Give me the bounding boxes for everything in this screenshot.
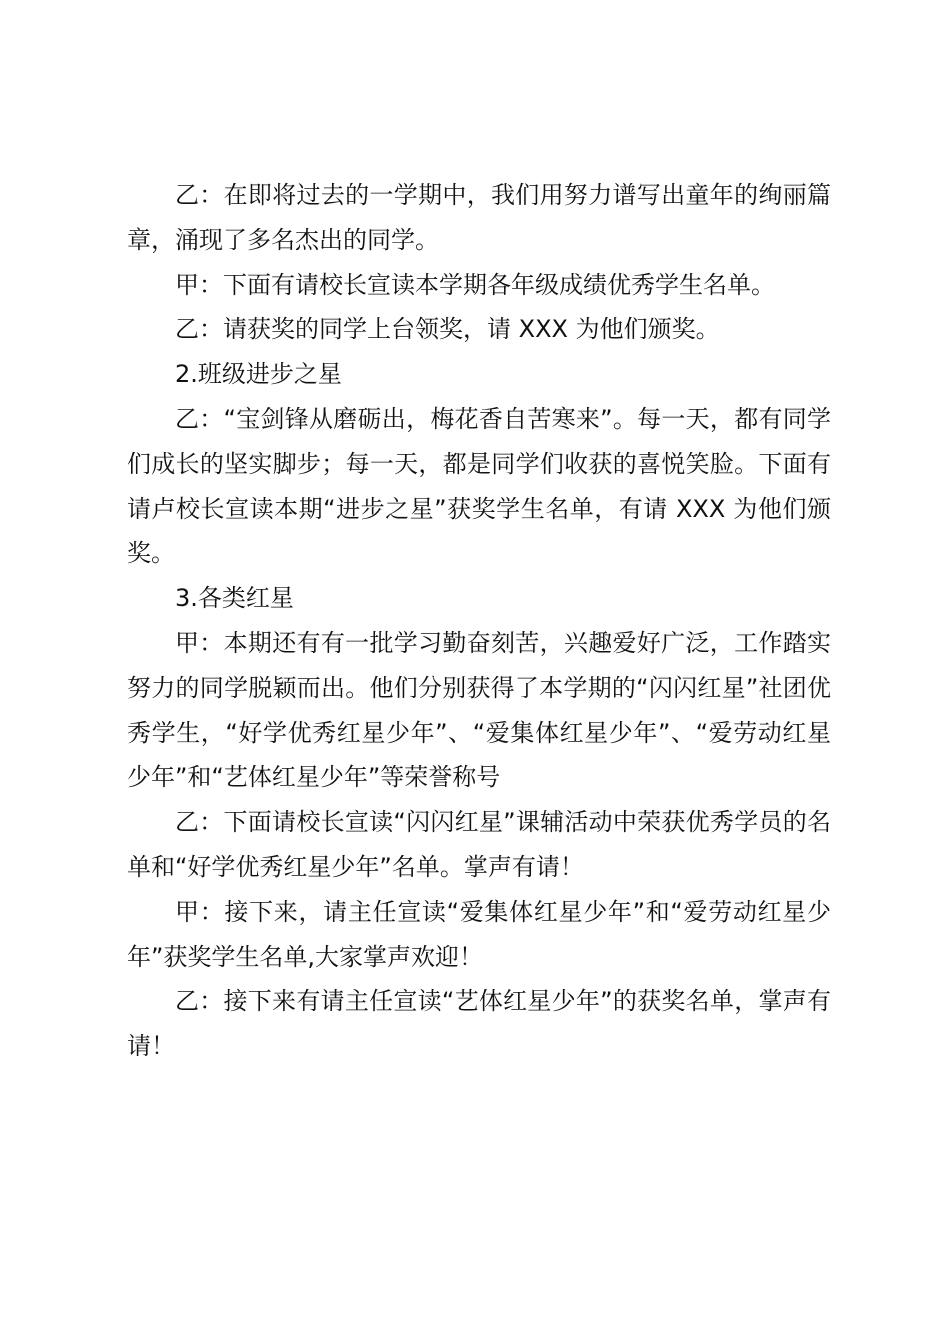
section-heading-red-stars: 3.各类红星 — [175, 584, 294, 613]
paragraph-yi-award-stage: 乙：请获奖的同学上台领奖，请 XXX 为他们颁奖。 — [175, 315, 720, 344]
section-heading-progress-star: 2.班级进步之星 — [175, 360, 342, 389]
paragraph-jia-director-list: 甲：接下来，请主任宣读“爱集体红星少年”和“爱劳动红星少年”获奖学生名单,大家掌声欢迎！ — [127, 897, 831, 971]
paragraph-yi-intro: 乙：在即将过去的一学期中，我们用努力谱写出童年的绚丽篇章，涌现了多名杰出的同学。 — [127, 181, 831, 254]
paragraph-jia-red-stars: 甲：本期还有有一批学习勤奋刻苦，兴趣爱好广泛，工作踏实努力的同学脱颖而出。他们分别获得了本学期的“闪闪红星”社团优秀学生，“好学优秀红星少年”、“爱集体红星少年”、“爱劳动红星少年”和“艺体红星少年”等荣誉称号 — [127, 628, 831, 792]
paragraph-jia-principal-reading: 甲：下面有请校长宣读本学期各年级成绩优秀学生名单。 — [175, 270, 775, 299]
paragraph-yi-progress-star: 乙：“宝剑锋从磨砺出，梅花香自苦寒来”。每一天，都有同学们成长的坚实脚步；每一天，都是同学们收获的喜悦笑脸。下面有请卢校长宣读本期“进步之星”获奖学生名单，有请 XXX 为他们颁奖。 — [127, 404, 831, 568]
document-body — [127, 173, 831, 1069]
paragraph-yi-principal-list: 乙：下面请校长宣读“闪闪红星”课辅活动中荣获优秀学员的名单和“好学优秀红星少年”名单。掌声有请！ — [127, 808, 831, 881]
paragraph-yi-art-sports: 乙：接下来有请主任宣读“艺体红星少年”的获奖名单，掌声有请！ — [127, 987, 831, 1061]
